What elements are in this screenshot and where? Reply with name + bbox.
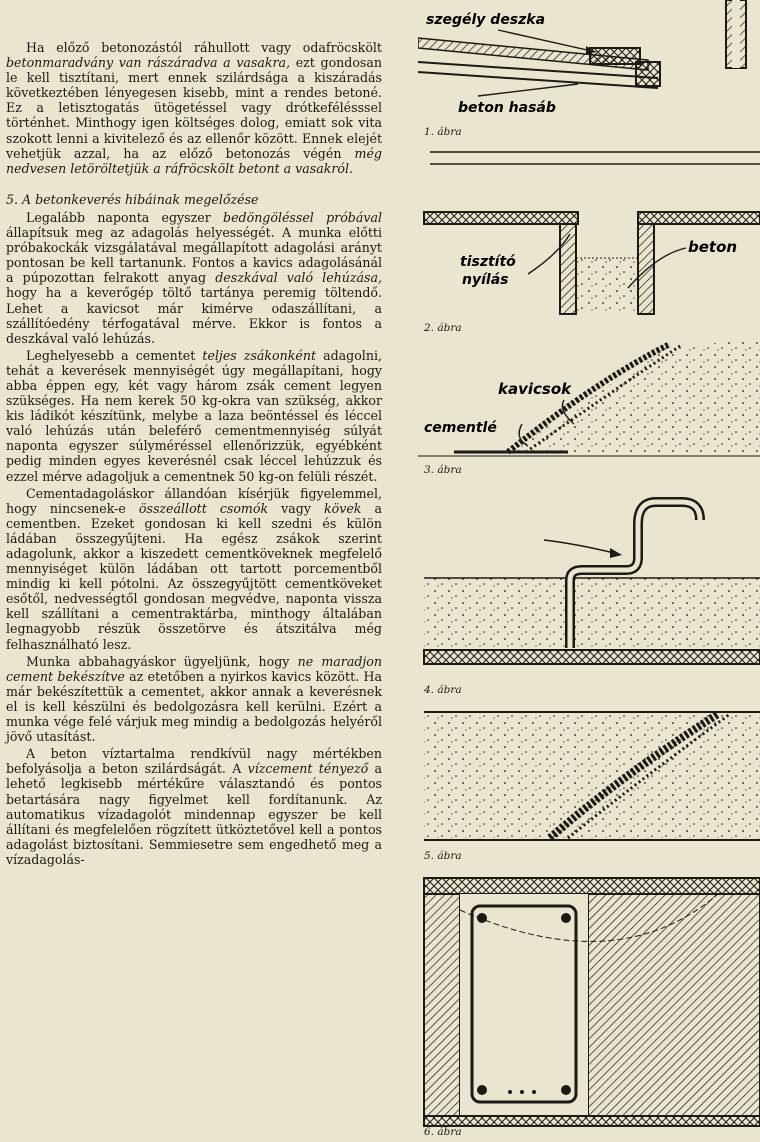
figure-5-caption: 5. ábra — [424, 850, 462, 862]
fig1-label-beam: beton hasáb — [458, 100, 556, 116]
paragraph-6: A beton víztartalma rendkívül nagy mértékben befolyásolja a beton szilárdságát. A vízcement tényező a lehető legkisebb mértékűre választandó és pontos betartására nagy figyelmet kell fordítanunk. Az automatikus vízadagolót mindennap egyszer be kell állítani és megfelelően rögzített ütköztetővel kell a pontos adagolást biztosítani. Semmiesetre sem engedhető meg a vízadagolás- — [6, 746, 382, 867]
section-heading: 5. A betonkeverés hibáinak megelőzése — [6, 191, 259, 207]
figure-5-layer-joint — [418, 708, 760, 848]
figure-1-formwork — [418, 0, 760, 130]
figure-3-caption: 3. ábra — [424, 464, 462, 476]
figure-2-cleaning-opening — [418, 204, 760, 324]
paragraph-2: Legalább naponta egyszer bedöngöléssel próbával állapítsuk meg az adagolás helyességét. A munka előtti próbakockák vizsgálatával megállapított adagolási arányt pontosan be kell tartanunk. Fontos a kavics adagolásánál a púpozottan felrakott anyag deszkával való lehúzása, hogy ha a keverőgép töltő tartánya peremig töltendő. Lehet a kavicsot már kimérve odaszállítani, a szállítóedény térfogatával mérve. Ekkor is fontos a deszkával való lehúzás. — [6, 209, 383, 346]
fig2-label-opening: nyílás — [462, 272, 509, 288]
fig2-label-concrete: beton — [688, 238, 738, 256]
figure-3-gravel-segregation — [418, 340, 760, 460]
figure-4-rebar-hook — [418, 480, 760, 680]
figure-1-lines — [418, 150, 760, 170]
figure-1-caption: 1. ábra — [424, 126, 462, 138]
paragraph-3: Leghelyesebb a cementet teljes zsákonként adagolni, tehát a keverések mennyiségét úgy megállapítani, hogy abba éppen egy, két vagy három zsák cement legyen szükséges. Ha nem kerek 50 kg-okra van szükség, akkor kis ládikót készítünk, melybe a laza beöntéssel és léccel való lehúzás után beleférő cementmennyiség súlyát naponta egyszer súlyméréssel ellenőrizzük, egyébként pedig minden egyes keverésnél csak léccel lehúzzuk és ezzel mérve adagoljuk a cementnek 50 kg-on felüli részét. — [6, 347, 382, 484]
figure-6-beam-section — [418, 870, 760, 1128]
paragraph-4: Cementadagoláskor állandóan kísérjük figyelemmel, hogy nincsenek-e összeállott csomók vagy kövek a cementben. Ezeket gondosan ki kell szedni és külön ládában összegyűjteni. Ha egész zsákok szerint adagolunk, akkor a kiszedett cementköveknek megfelelő mennyiséget külön ládában ott tartott porcementből mindig ki kell pótolni. Az összegyűjtött cementköveket esőtől, nedvességtől gondosan megvédve, naponta vissza kell szállítani a cementraktárba, minthogy általában legnagyobb részük összetörve és átszitálva még felhasználható lesz. — [6, 485, 383, 652]
figure-4-caption: 4. ábra — [424, 684, 462, 696]
fig3-label-gravel: kavicsok — [498, 380, 572, 398]
paragraph-5: Munka abbahagyáskor ügyeljünk, hogy ne maradjon cement bekészítve az etetőben a nyirkos kavics között. Ha már bekészítettük a cementet, akkor annak a keverésnek el is kell készülni és bedolgozásra kell kerülni. Ezért a munka vége felé várjuk meg mindig a bedolgozás helyéről jövő utasítást. — [6, 653, 382, 745]
text-column — [6, 40, 382, 867]
figure-6-caption: 6. ábra — [424, 1126, 462, 1138]
figure-2-caption: 2. ábra — [424, 322, 462, 334]
fig3-label-cement-paste: cementlé — [424, 420, 497, 436]
fig2-label-cleaning: tisztító — [460, 254, 516, 270]
paragraph-1: Ha előző betonozástól ráhullott vagy odafröcskölt betonmaradvány van rászáradva a vasakra, ezt gondosan le kell tisztítani, mert ennek szilárdsága a kiszáradás következtében lényegesen kisebb, mint a rendes betoné. Ez a letisztogatás ütögetéssel vagy drótkefélésssel történhet. Minthogy igen költséges dolog, emiatt sok vita szokott lenni a kivitelező és az ellenőr között. Ennek elejét vehetjük azzal, ha az előző betonozás végén még nedvesen letöröltetjük a ráfröcskölt betont a vasakról. — [6, 40, 382, 176]
fig1-label-board: szegély deszka — [426, 12, 546, 28]
